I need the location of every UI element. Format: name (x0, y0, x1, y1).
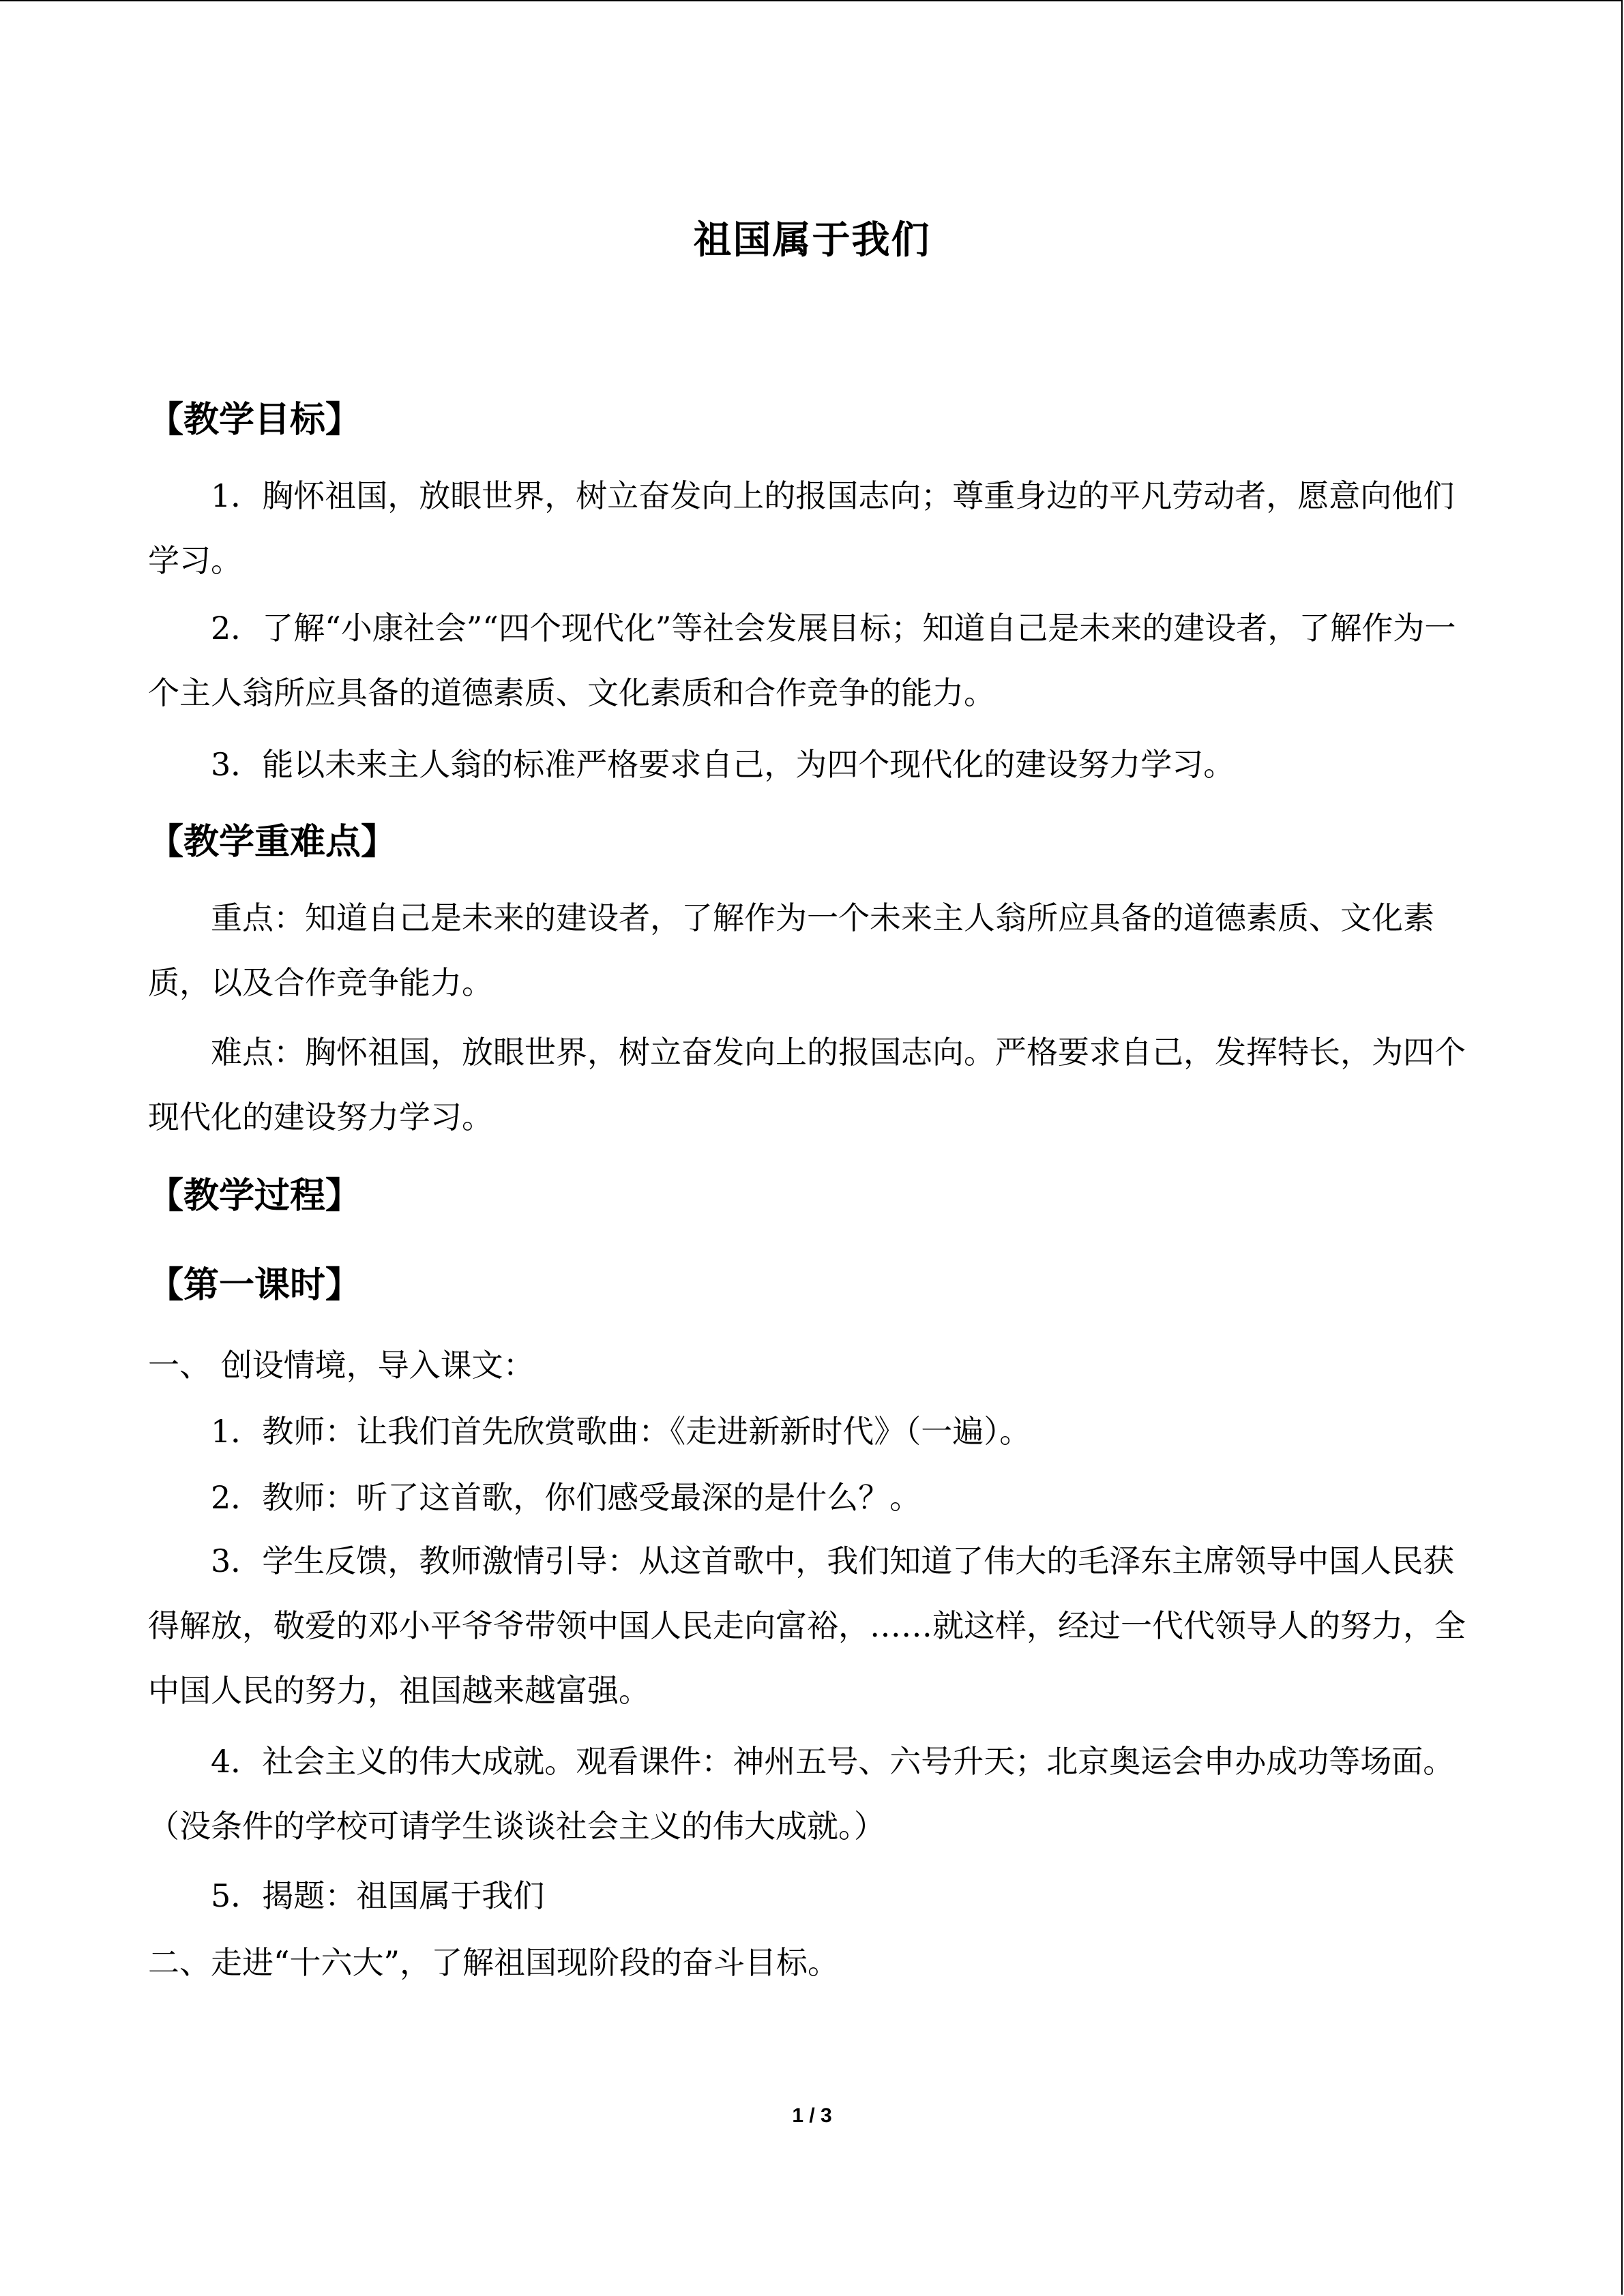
key-points-heading: 【教学重难点】 (148, 821, 397, 863)
part-one-title: 一、 创设情境，导入课文： (148, 1347, 535, 1384)
step-5: 5．揭题：祖国属于我们 (211, 1877, 545, 1914)
key-point-difficulty: 难点：胸怀祖国，放眼世界，树立奋发向上的报国志向。严格要求自己，发挥特长，为四个现代化的建设努力学习。 (148, 1034, 1466, 1135)
document-title: 祖国属于我们 (693, 218, 931, 263)
goals-heading: 【教学目标】 (148, 399, 361, 441)
step-2: 2．教师：听了这首歌，你们感受最深的是什么？。 (211, 1479, 921, 1516)
step-1: 1．教师：让我们首先欣赏歌曲：《走进新新时代》（一遍）。 (211, 1413, 1031, 1450)
step-3: 3．学生反馈，教师激情引导：从这首歌中，我们知道了伟大的毛泽东主席领导中国人民获得解放，敬爱的邓小平爷爷带领中国人民走向富裕，……就这样，经过一代代领导人的努力，全中国人民的努力，祖国越来越富强。 (148, 1542, 1466, 1709)
goal-item-3: 3．能以未来主人翁的标准严格要求自己，为四个现代化的建设努力学习。 (211, 746, 1235, 783)
step-4: 4．社会主义的伟大成就。观看课件：神州五号、六号升天；北京奥运会申办成功等场面。（没条件的学校可请学生谈谈社会主义的伟大成就。） (148, 1743, 1455, 1845)
goal-item-1: 1．胸怀祖国，放眼世界，树立奋发向上的报国志向；尊重身边的平凡劳动者，愿意向他们学习。 (148, 477, 1455, 579)
process-heading: 【教学过程】 (148, 1175, 361, 1217)
page-number: 1 / 3 (792, 2104, 832, 2127)
part-two-title: 二、走进“十六大”，了解祖国现阶段的奋斗目标。 (148, 1944, 840, 1981)
key-point-focus: 重点：知道自己是未来的建设者，了解作为一个未来主人翁所应具备的道德素质、文化素质，以及合作竞争能力。 (148, 899, 1434, 1001)
goal-item-2: 2．了解“小康社会”“四个现代化”等社会发展目标；知道自己是未来的建设者，了解作为一个主人翁所应具备的道德素质、文化素质和合作竞争的能力。 (148, 610, 1456, 711)
lesson-one-heading: 【第一课时】 (148, 1264, 361, 1306)
